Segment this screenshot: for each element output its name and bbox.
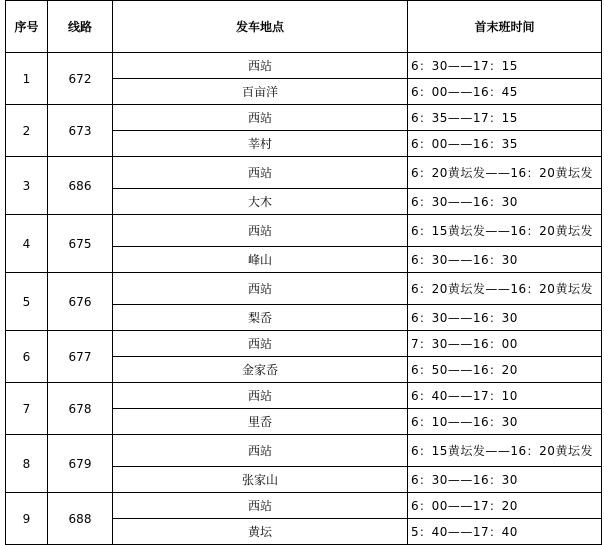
route-cell: 688 [48,493,113,545]
departure-place-cell: 西站 [113,273,408,305]
departure-place-cell: 梨岙 [113,305,408,331]
departure-place-cell: 西站 [113,331,408,357]
schedule-time-cell: 6：15黄坛发——16：20黄坛发 [408,215,602,247]
departure-place-cell: 西站 [113,53,408,79]
table-row [6,273,602,305]
schedule-body [6,53,602,545]
seq-cell: 3 [6,157,48,215]
departure-place-cell: 西站 [113,157,408,189]
schedule-time-cell: 6：20黄坛发——16：20黄坛发 [408,157,602,189]
bus-schedule-table [5,0,602,545]
schedule-time-cell: 6：10——16：30 [408,409,602,435]
seq-cell: 2 [6,105,48,157]
seq-cell: 5 [6,273,48,331]
departure-place-cell: 峰山 [113,247,408,273]
departure-place-cell: 莘村 [113,131,408,157]
departure-place-cell: 西站 [113,493,408,519]
schedule-time-cell: 6：20黄坛发——16：20黄坛发 [408,273,602,305]
departure-place-cell: 西站 [113,105,408,131]
seq-cell: 4 [6,215,48,273]
route-cell: 679 [48,435,113,493]
route-cell: 672 [48,53,113,105]
header-route: 线路 [48,1,113,53]
schedule-time-cell: 6：00——17：20 [408,493,602,519]
schedule-time-cell: 6：40——17：10 [408,383,602,409]
departure-place-cell: 黄坛 [113,519,408,545]
header-departure-place: 发车地点 [113,1,408,53]
schedule-time-cell: 6：50——16：20 [408,357,602,383]
route-cell: 686 [48,157,113,215]
header-seq: 序号 [6,1,48,53]
schedule-time-cell: 6：30——16：30 [408,305,602,331]
schedule-time-cell: 5：40——17：40 [408,519,602,545]
seq-cell: 9 [6,493,48,545]
route-cell: 676 [48,273,113,331]
schedule-time-cell: 6：30——16：30 [408,247,602,273]
table-row [6,383,602,409]
table-row [6,105,602,131]
route-cell: 678 [48,383,113,435]
departure-place-cell: 大木 [113,189,408,215]
header-row [6,1,602,53]
schedule-time-cell: 6：00——16：35 [408,131,602,157]
table-row [6,493,602,519]
table-row [6,215,602,247]
table-row [6,157,602,189]
table-row [6,331,602,357]
route-cell: 675 [48,215,113,273]
departure-place-cell: 西站 [113,215,408,247]
schedule-time-cell: 6：30——16：30 [408,467,602,493]
departure-place-cell: 金家岙 [113,357,408,383]
departure-place-cell: 里岙 [113,409,408,435]
seq-cell: 8 [6,435,48,493]
seq-cell: 6 [6,331,48,383]
schedule-time-cell: 7：30——16：00 [408,331,602,357]
seq-cell: 1 [6,53,48,105]
header-first-last-time: 首末班时间 [408,1,602,53]
departure-place-cell: 西站 [113,435,408,467]
departure-place-cell: 张家山 [113,467,408,493]
schedule-time-cell: 6：15黄坛发——16：20黄坛发 [408,435,602,467]
table-row [6,53,602,79]
schedule-time-cell: 6：35——17：15 [408,105,602,131]
departure-place-cell: 百亩洋 [113,79,408,105]
table-row [6,435,602,467]
schedule-time-cell: 6：00——16：45 [408,79,602,105]
schedule-time-cell: 6：30——16：30 [408,189,602,215]
departure-place-cell: 西站 [113,383,408,409]
schedule-time-cell: 6：30——17：15 [408,53,602,79]
seq-cell: 7 [6,383,48,435]
route-cell: 673 [48,105,113,157]
route-cell: 677 [48,331,113,383]
